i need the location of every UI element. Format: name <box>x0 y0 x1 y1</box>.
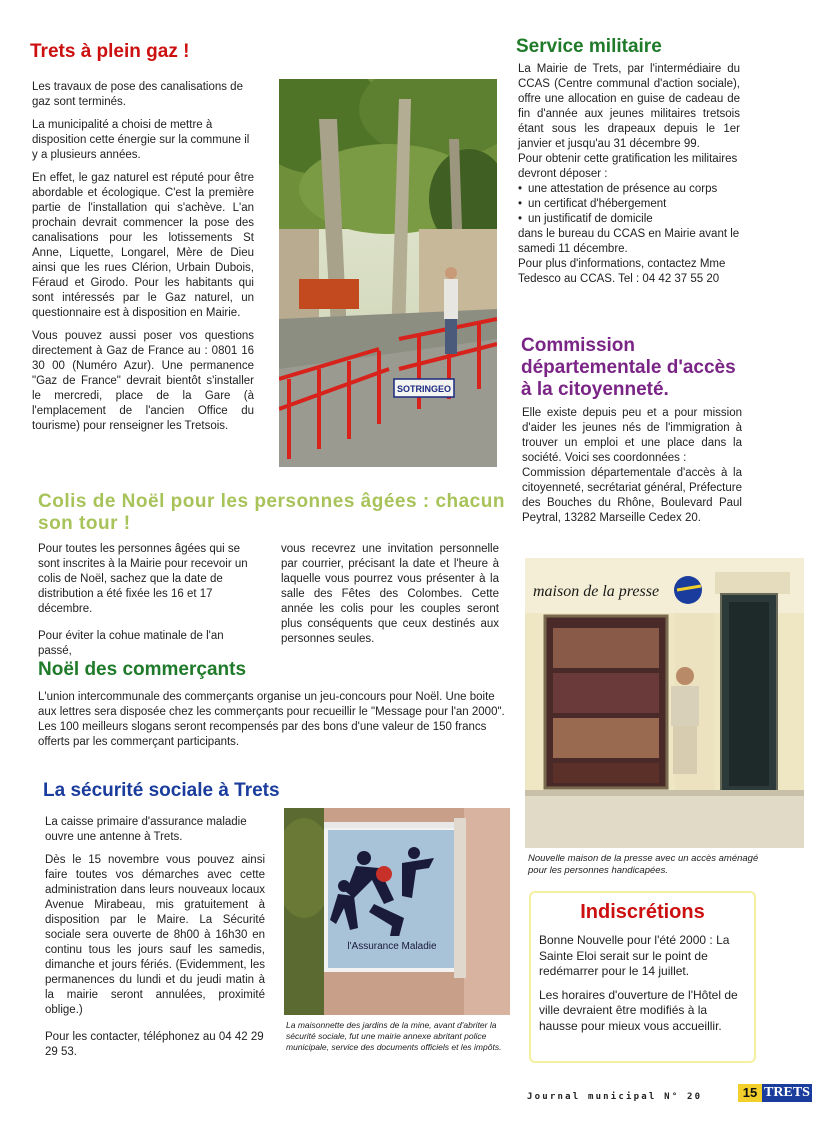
commission-p1: Elle existe depuis peu et a pour mission d'aider les jeunes nés de l'immigration à trouver un emploi et une place dans la société. Voici ses coordonnées : <box>522 407 742 464</box>
colis-col2-p1: vous recevrez une invitation personnelle par courrier, précisant la date et l'heure à laquelle vous pourrez vous présenter à la salle des Fêtes des Colombes. Cette année les colis pour les couples seront plus conséquents que ceux destinés aux personnes seules. <box>281 543 499 645</box>
military-p4: Pour plus d'informations, contactez Mme Tedesco au CCAS. Tel : 04 42 37 55 20 <box>518 258 726 285</box>
indiscretions-title: Indiscrétions <box>580 901 705 923</box>
presse-sign: maison de la presse <box>533 583 660 600</box>
assurance-caption: La maisonnette des jardins de la mine, avant d'abriter la sécurité sociale, fut une mairie annexe abritant police municipale, service des documents officiels et les impôts. <box>286 1020 502 1052</box>
gas-article <box>32 80 254 442</box>
assurance-sign-illustration <box>284 808 510 1015</box>
list-item: • une attestation de présence au corps <box>528 182 740 197</box>
page-number: 15 <box>738 1084 762 1102</box>
journal-label: Journal municipal N° 20 <box>527 1092 703 1102</box>
gas-p1: Les travaux de pose des canalisations de gaz sont terminés. <box>32 81 243 108</box>
gas-p4: Vous pouvez aussi poser vos questions directement à Gaz de France au : 0801 16 30 00 (Numéro Azur). Une permanence "Gaz de France" devrait bientôt s'installer le mercredi, place de la Gare (à l'emplacement de l'ancien Office du tourisme) pour renseigner les Tretsois. <box>32 330 254 432</box>
military-article <box>518 62 740 287</box>
gas-works-photo <box>279 79 497 467</box>
assurance-sign-text: l'Assurance Maladie <box>347 941 437 952</box>
colis-col2 <box>281 542 499 647</box>
commission-p2: Commission départementale d'accès à la citoyenneté, secrétariat général, Préfecture des Bouches du Rhône, Boulevard Paul Peytral, 13282 Marseille Cedex 20. <box>522 467 742 524</box>
indiscretions-p2: Les horaires d'ouverture de l'Hôtel de ville devraient être modifiés à la hausse pour mieux vous accueillir. <box>539 987 738 1033</box>
assurance-photo <box>284 808 510 1015</box>
secu-title: La sécurité sociale à Trets <box>43 780 280 801</box>
secu-p3: Pour les contacter, téléphonez au 04 42 29 29 53. <box>45 1031 264 1058</box>
secu-article <box>45 815 265 1060</box>
noel-p1: L'union intercommunale des commerçants organise un jeu-concours pour Noël. Une boite aux lettres sera disposée chez les commerçants pour recueillir le "Message pour l'an 2000". <box>38 691 505 718</box>
indiscretions-box <box>531 893 754 1061</box>
street-works-illustration <box>279 79 497 467</box>
presse-photo <box>525 558 804 848</box>
commission-article <box>522 406 742 526</box>
noel-title: Noël des commerçants <box>38 659 247 680</box>
gas-p3: En effet, le gaz naturel est réputé pour être abordable et écologique. C'est la première partie de l'installation qui s'achève. L'an prochain devrait commencer la pose des canalisations pour les lotissements St Anne, Liquette, Longarel, Mère de Dieu ainsi que les rues Clérion, Urbain Dubois, Féraud et Girodo. Pour les habitants qui sont intéressés par le Gaz naturel, un questionnaire est à disposition en Mairie. <box>32 172 254 319</box>
shop-front-illustration <box>525 558 804 848</box>
military-list <box>518 182 740 227</box>
gas-p2: La municipalité a choisi de mettre à disposition cette énergie sur la commune il y a plusieurs années. <box>32 119 250 161</box>
list-item: • un justificatif de domicile <box>528 212 740 227</box>
colis-col1-p1: Pour toutes les personnes âgées qui se sont inscrites à la Mairie pour recevoir un colis de Noël, sachez que la date de distribution a été fixée les 16 et 17 décembre. <box>38 543 248 615</box>
trets-logo: TRETS <box>762 1084 812 1102</box>
colis-title: Colis de Noël pour les personnes âgées : chacun son tour ! <box>38 491 505 534</box>
list-item: • un certificat d'hébergement <box>528 197 740 212</box>
military-p1: La Mairie de Trets, par l'intermédiaire du CCAS (Centre communal d'action sociale), offre une allocation en guise de cadeau de fin d'année aux jeunes militaires tretsois étant sous les drapeaux depuis le 1er janvier et jusqu'au 31 décembre 99. <box>518 63 740 150</box>
sotringeo-sign: SOTRINGEO <box>396 384 452 394</box>
commission-title: Commission départementale d'accès à la citoyenneté. <box>521 335 736 400</box>
colis-col1 <box>38 542 258 659</box>
presse-caption: Nouvelle maison de la presse avec un accès aménagé pour les personnes handicapées. <box>528 853 759 876</box>
noel-article <box>38 690 506 750</box>
indiscretions-p1: Bonne Nouvelle pour l'été 2000 : La Sainte Eloi serait sur le point de redémarrer pour le 14 juillet. <box>539 933 730 978</box>
noel-p2: Les 100 meilleurs slogans seront recompensés par des bons d'une valeur de 150 francs offerts par les commerçant participants. <box>38 721 487 748</box>
secu-p2: Dès le 15 novembre vous pouvez ainsi faire toutes vos démarches avec cette administration dans leurs nouveaux locaux Avenue Mirabeau, mis gratuitement à disposition par le Maire. La Sécurité sociale sera ouverte de 8h00 à 16h30 en continu tous les jours sauf les samedis, dimanche et jours fériés. (Evidemment, les permanences du lundi et du jeudi matin à la mairie seront annulées, proximité oblige.) <box>45 854 265 1016</box>
gas-title: Trets à plein gaz ! <box>30 41 190 62</box>
military-p2: Pour obtenir cette gratification les militaires devront déposer : <box>518 153 738 180</box>
indiscretions-body <box>531 933 754 1034</box>
secu-p1: La caisse primaire d'assurance maladie ouvre une antenne à Trets. <box>45 816 247 843</box>
colis-col1-p2: Pour éviter la cohue matinale de l'an passé, <box>38 630 224 657</box>
military-p3: dans le bureau du CCAS en Mairie avant le samedi 11 décembre. <box>518 228 740 255</box>
military-title: Service militaire <box>516 36 662 57</box>
